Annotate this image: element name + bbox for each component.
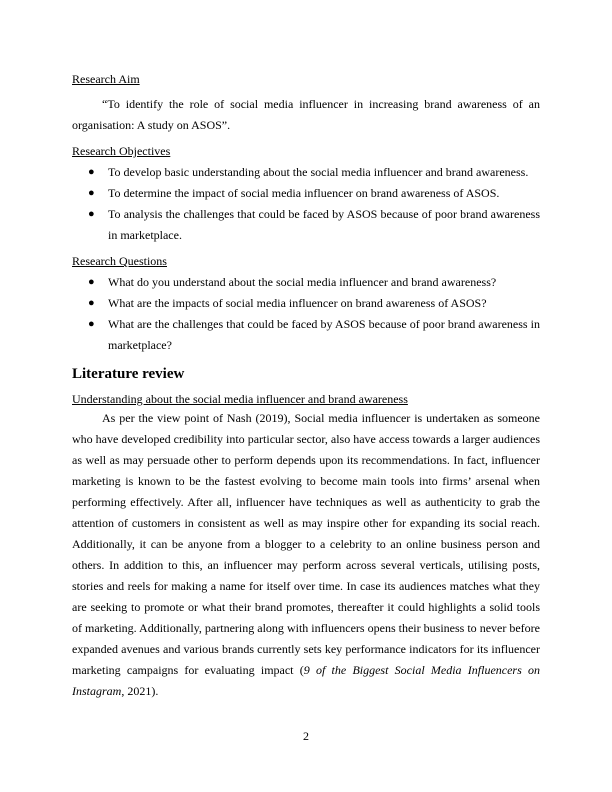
citation-title: 9 of the Biggest Social Media Influencers on Instagram: [72, 663, 540, 698]
list-item: ● What do you understand about the social media influencer and brand awareness?: [72, 272, 540, 293]
research-objectives-list: [72, 162, 540, 246]
research-objectives-heading: Research Objectives: [72, 144, 171, 158]
literature-review-heading: Literature review: [72, 366, 185, 382]
list-item: ● To develop basic understanding about the social media influencer and brand awareness.: [72, 162, 540, 183]
list-item: ● To determine the impact of social media influencer on brand awareness of ASOS.: [72, 183, 540, 204]
bullet-icon: ●: [88, 187, 95, 199]
literature-review-subheading: Understanding about the social media influencer and brand awareness: [72, 392, 408, 406]
bullet-icon: ●: [88, 318, 95, 330]
research-questions-heading: Research Questions: [72, 254, 167, 268]
list-item: ● What are the impacts of social media influencer on brand awareness of ASOS?: [72, 293, 540, 314]
bullet-icon: ●: [88, 208, 95, 220]
literature-review-paragraph: As per the view point of Nash (2019), Social media influencer is undertaken as someone who have developed credibility into particular sector, also have access towards a larger audiences as well as may persuade other to perform depends upon its recommendations. In fact, influencer marketing is known to be the fastest evolving to become main tools into firms’ arsenal when performing effectively. After all, influencer have techniques as well as authenticity to grab the attention of customers in consistent as well as may inspire other for expanding its social reach. Additionally, it can be anyone from a blogger to a celebrity to an online business person and others. In addition to this, an influencer may perform across several verticals, utilising posts, stories and reels for making a name for itself over time. In case its audiences matches what they are seeking to promote or what their brand promotes, thereafter it could highlights a solid tools of marketing. Additionally, partnering along with influencers opens their business to never before expanded avenues and various brands currently sets key performance indicators for its influencer marketing campaigns for evaluating impact (9 of the Biggest Social Media Influencers on Instagram, 2021).: [72, 411, 540, 698]
page-content: [72, 70, 540, 702]
page-number: 2: [303, 729, 309, 743]
bullet-icon: ●: [88, 297, 95, 309]
bullet-icon: ●: [88, 276, 95, 288]
list-item: ● To analysis the challenges that could be faced by ASOS because of poor brand awareness in marketplace.: [72, 204, 540, 246]
list-item: ● What are the challenges that could be faced by ASOS because of poor brand awareness in marketplace?: [72, 314, 540, 356]
bullet-icon: ●: [88, 166, 95, 178]
research-aim-text: “To identify the role of social media influencer in increasing brand awareness of an organisation: A study on ASOS”.: [72, 97, 540, 132]
research-questions-list: [72, 272, 540, 356]
research-aim-heading: Research Aim: [72, 72, 140, 86]
